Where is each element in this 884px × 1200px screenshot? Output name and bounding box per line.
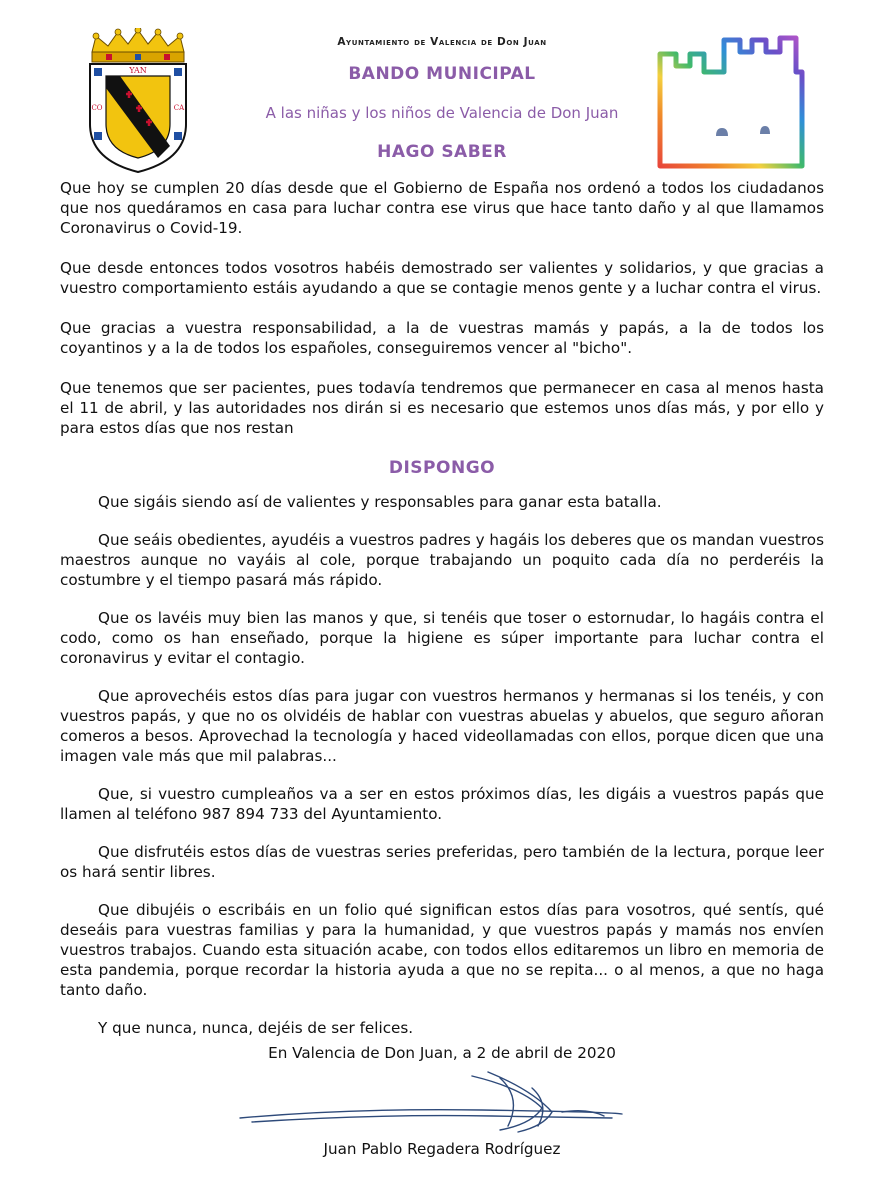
crest-letters-top: YAN bbox=[129, 66, 147, 75]
dispongo-item: Y que nunca, nunca, dejéis de ser felices. bbox=[98, 1019, 414, 1037]
hago-saber-heading: HAGO SABER bbox=[377, 142, 507, 162]
intro-paragraph: Que desde entonces todos vosotros habéis demostrado ser valientes y solidarios, y que gracias a vuestro comportamiento estáis ayudando a que se contagie menos gente y a luchar contra el virus. bbox=[60, 259, 824, 297]
intro-paragraph: Que gracias a vuestra responsabilidad, a la de vuestras mamás y papás, a la de todos los coyantinos y a la de todos los españoles, conseguiremos vencer al "bicho". bbox=[60, 319, 824, 357]
dispongo-item: Que os lavéis muy bien las manos y que, si tenéis que toser o estornudar, lo hagáis contra el codo, como os han enseñado, porque la higiene es súper importante para luchar contra el coronavirus y evitar el contagio. bbox=[60, 609, 824, 667]
signer-name: Juan Pablo Regadera Rodríguez bbox=[323, 1140, 561, 1158]
crown-icon bbox=[92, 28, 184, 62]
signature-icon bbox=[232, 1068, 628, 1134]
document-body bbox=[60, 178, 824, 1056]
dispongo-item: Que disfrutéis estos días de vuestras series preferidas, pero también de la lectura, porque leer os hará sentir libres. bbox=[60, 843, 824, 881]
dispongo-heading: DISPONGO bbox=[388, 458, 496, 478]
intro-paragraph: Que tenemos que ser pacientes, pues todavía tendremos que permanecer en casa al menos hasta el 11 de abril, y las autoridades nos dirán si es necesario que estemos unos días más, y por ello y para estos días que nos restan bbox=[60, 379, 824, 437]
dispongo-item: Que aprovechéis estos días para jugar con vuestros hermanos y hermanas si los tenéis, y con vuestros papás, y que no os olvidéis de hablar con vuestras abuelas y abuelos, que seguro añoran comeros a besos. Aprovechad la tecnología y haced videollamadas con ellos, porque dicen que una imagen vale más que mil palabras... bbox=[60, 687, 824, 765]
dispongo-item: Que dibujéis o escribáis en un folio qué significan estos días para vosotros, qué sentís, qué deseáis para vuestras familias y para la humanidad, y que vuestros papás y mamás nos envíen vuestros trabajos. Cuando esta situación acabe, con todos ellos editaremos un libro en memoria de esta pandemia, porque recordar la historia ayuda a que no se repita... o al menos, a que no haga tanto daño. bbox=[60, 901, 824, 999]
dispongo-item: Que sigáis siendo así de valientes y responsables para ganar esta batalla. bbox=[98, 493, 662, 511]
document-subtitle: A las niñas y los niños de Valencia de Don Juan bbox=[265, 104, 619, 122]
crest-letters-left: CO bbox=[91, 104, 103, 112]
crest-letters-right: CA bbox=[173, 104, 185, 112]
coat-of-arms-icon bbox=[82, 28, 194, 174]
document-title: BANDO MUNICIPAL bbox=[348, 64, 536, 84]
rainbow-castle-icon bbox=[652, 32, 812, 172]
dispongo-item: Que seáis obedientes, ayudéis a vuestros padres y hagáis los deberes que os mandan vuestros maestros aunque no vayáis al cole, porque trabajando un poquito cada día no perderéis la costumbre y el tiempo pasará más rápido. bbox=[60, 531, 825, 589]
dispongo-item: Que, si vuestro cumpleaños va a ser en estos próximos días, les digáis a vuestros papás que llamen al teléfono 987 894 733 del Ayuntamiento. bbox=[60, 785, 824, 823]
authority-name: Ayuntamiento de Valencia de Don Juan bbox=[337, 36, 547, 48]
intro-paragraph: Que hoy se cumplen 20 días desde que el Gobierno de España nos ordenó a todos los ciudadanos que nos quedáramos en casa para luchar contra ese virus que hace tanto daño y al que llamamos Coronavirus o Covid-19. bbox=[60, 179, 824, 237]
date-line: En Valencia de Don Juan, a 2 de abril de 2020 bbox=[268, 1044, 616, 1062]
